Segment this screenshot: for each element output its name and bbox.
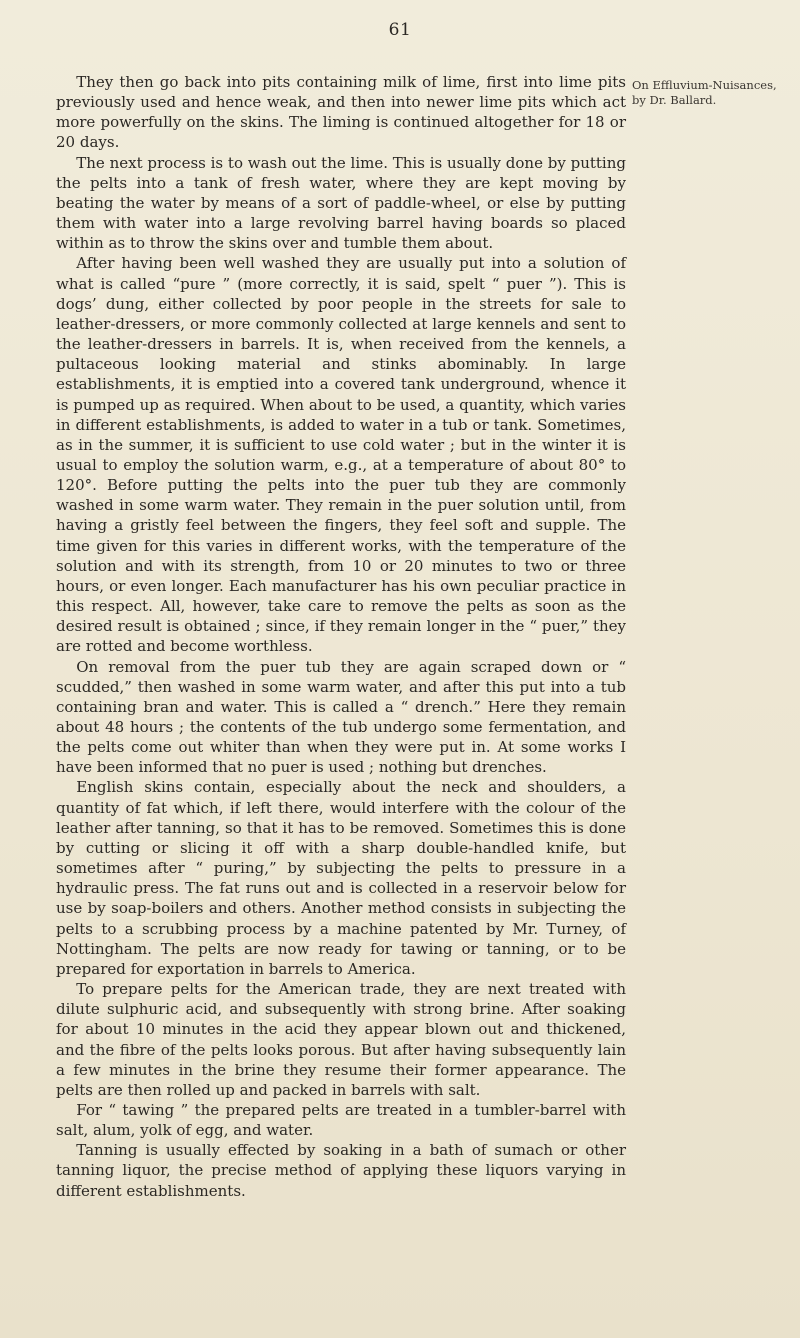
paragraph: The next process is to wash out the lime. This is usually done by putting the pelts into a tank of fresh water, where they are kept moving by beating the water by means of a sort of paddle-wheel, or else by putting them with water into a large revolving barrel having boards so placed within as to throw the skins over and tumble them about. — [56, 153, 626, 253]
paragraph: Tanning is usually effected by soaking in a bath of sumach or other tanning liquor, the precise method of applying these liquors varying in different establishments. — [56, 1141, 626, 1200]
paragraph: After having been well washed they are usually put into a solution of what is called “pure ” (more correctly, it is said, spelt “ puer ”). This is dogs’ dung, either collected by poor people in the streets for sale to leather-dressers, or more commonly collected at large kennels and sent to the leather-dressers in barrels. It is, when received from the kennels, a pultaceous looking material and stinks abominably. In large establishments, it is emptied into a covered tank underground, whence it is pumped up as required. When about to be used, a quantity, which varies in different establishments, is added to water in a tub or tank. Sometimes, as in the summer, it is sufficient to use cold water ; but in the winter it is usual to employ the solution warm, e.g., at a temperature of about 80° to 120°. Before putting the pelts into the puer tub they are commonly washed in some warm water. They remain in the puer solution until, from having a gristly feel between the fingers, they feel soft and supple. The time given for this varies in different works, with the temperature of the solution and with its strength, from 10 or 20 minutes to two or three hours, or even longer. Each manufacturer has his own peculiar practice in this respect. All, however, take care to remove the pelts as soon as the desired result is obtained ; since, if they remain longer in the “ puer,” they are rotted and become worthless. — [56, 254, 626, 656]
margin-note: On Effluvium-Nuisances, by Dr. Ballard. — [632, 78, 777, 107]
paragraph: They then go back into pits containing milk of lime, first into lime pits previously used and hence weak, and then into newer lime pits which act more powerfully on the skins. The liming is continued altogether for 18 or 20 days. — [56, 73, 626, 152]
paragraph: English skins contain, especially about the neck and shoulders, a quantity of fat which, if left there, would interfere with the colour of the leather after tanning, so that it has to be removed. Sometimes this is done by cutting or slicing it off with a sharp double-handled knife, but sometimes after “ puring,” by subjecting the pelts to pressure in a hydraulic press. The fat runs out and is collected in a reservoir below for use by soap-boilers and others. Another method consists in subjecting the pelts to a scrubbing process by a machine patented by Mr. Turney, of Nottingham. The pelts are now ready for tawing or tanning, or to be prepared for exportation in barrels to America. — [56, 778, 626, 978]
body-text — [56, 72, 626, 1201]
paragraph: For “ tawing ” the prepared pelts are treated in a tumbler-barrel with salt, alum, yolk of egg, and water. — [56, 1100, 626, 1140]
paragraph: To prepare pelts for the American trade, they are next treated with dilute sulphuric acid, and subsequently with strong brine. After soaking for about 10 minutes in the acid they appear blown out and thickened, and the fibre of the pelts looks porous. But after having subsequently lain a few minutes in the brine they resume their former appearance. The pelts are then rolled up and packed in barrels with salt. — [56, 980, 626, 1099]
paragraph: On removal from the puer tub they are again scraped down or “ scudded,” then washed in some warm water, and after this put into a tub containing bran and water. This is called a “ drench.” Here they remain about 48 hours ; the contents of the tub undergo some fermentation, and the pelts come out whiter than when they were put in. At some works I have been informed that no puer is used ; nothing but drenches. — [56, 657, 626, 777]
page-number: 61 — [388, 20, 412, 40]
